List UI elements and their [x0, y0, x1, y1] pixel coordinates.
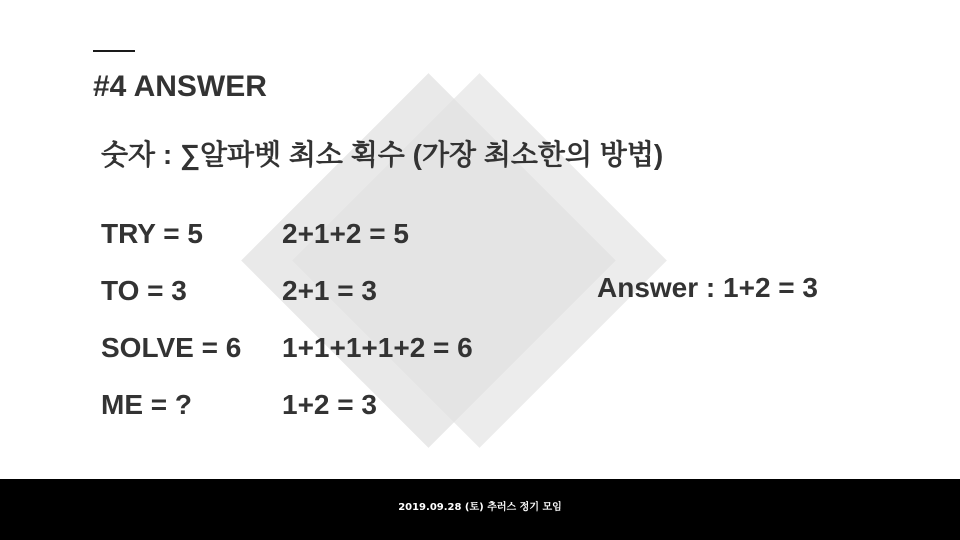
footer-bar — [0, 479, 960, 540]
title-accent-line — [93, 50, 135, 52]
equation-calc: 2+1+2 = 5 — [282, 218, 409, 249]
equation-calc: 1+1+1+1+2 = 6 — [282, 332, 473, 363]
equation-word: ME = ? — [101, 389, 193, 420]
equation-word: TO = 3 — [101, 275, 187, 306]
equation-calc: 1+2 = 3 — [282, 389, 377, 420]
equation-calc: 2+1 = 3 — [282, 275, 377, 306]
equation-word: SOLVE = 6 — [101, 332, 242, 363]
slide-subtitle: 숫자 : ∑알파벳 최소 획수 (가장 최소한의 방법) — [101, 139, 664, 170]
footer-text: 2019.09.28 (토) 추러스 정기 모임 — [398, 502, 562, 513]
answer-text: Answer : 1+2 = 3 — [597, 272, 819, 303]
equation-word: TRY = 5 — [101, 218, 203, 249]
slide-title: #4 ANSWER — [93, 70, 267, 103]
